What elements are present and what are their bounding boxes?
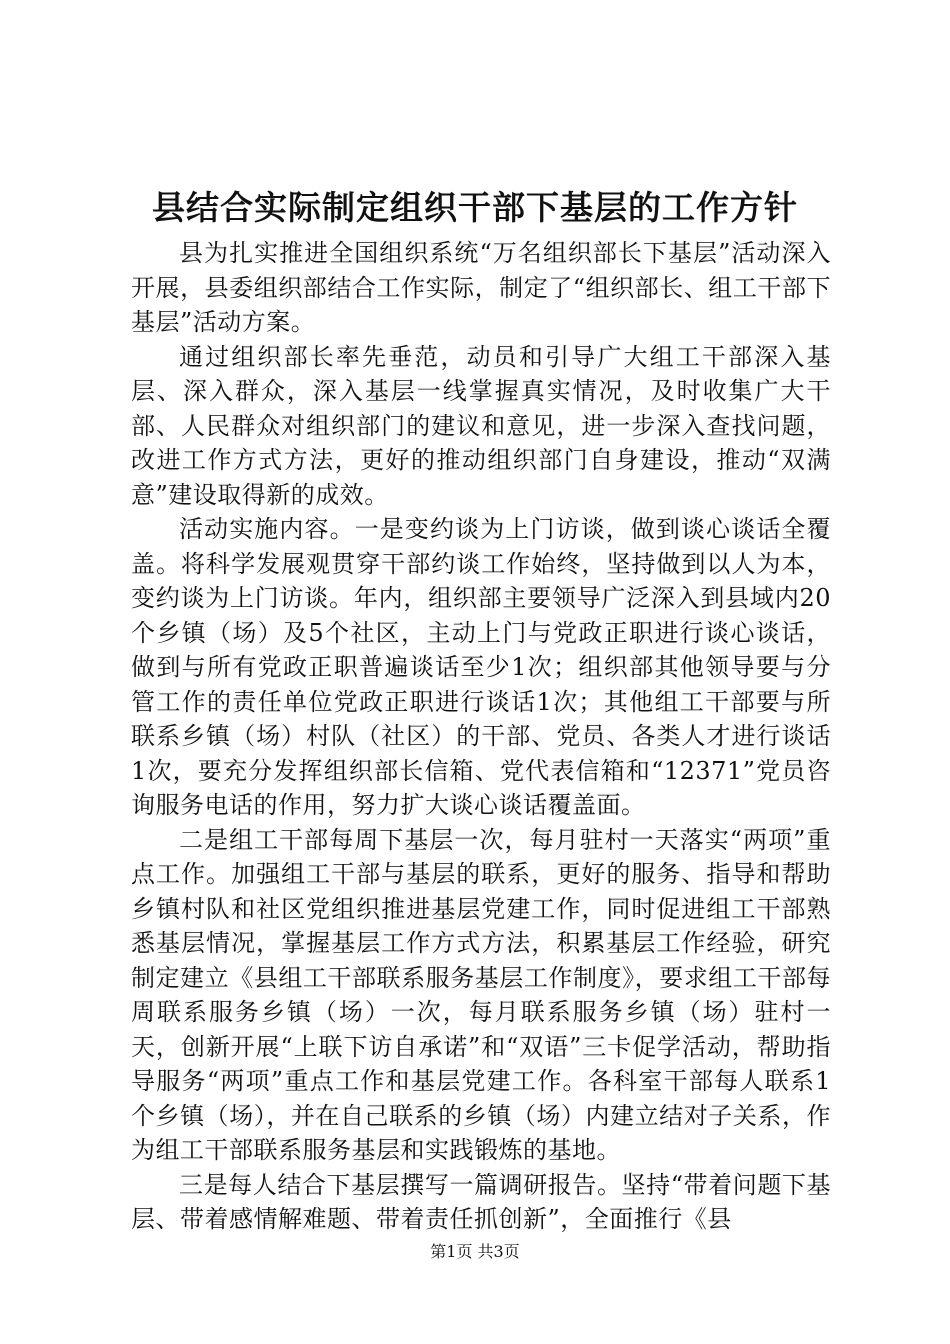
paragraph-purpose: 通过组织部长率先垂范，动员和引导广大组工干部深入基层、深入群众，深入基层一线掌握真实情况，及时收集广大干部、人民群众对组织部门的建议和意见，进一步深入查找问题，改进工作方式方法，更好的推动组织部门自身建设，推动“双满意”建设取得新的成效。	[131, 342, 831, 509]
paragraph-intro: 县为扎实推进全国组织系统“万名组织部长下基层”活动深入开展，县委组织部结合工作实际，制定了“组织部长、组工干部下基层”活动方案。	[131, 239, 831, 336]
document-title: 县结合实际制定组织干部下基层的工作方针	[152, 188, 798, 227]
paragraph-content-two: 二是组工干部每周下基层一次，每月驻村一天落实“两项”重点工作。加强组工干部与基层的联系，更好的服务、指导和帮助乡镇村队和社区党组织推进基层党建工作，同时促进组工干部熟悉基层情况，掌握基层工作方式方法，积累基层工作经验，研究制定建立《县组工干部联系服务基层工作制度》，要求组工干部每周联系服务乡镇（场）一次，每月联系服务乡镇（场）驻村一天，创新开展“上联下访自承诺”和“双语”三卡促学活动，帮助指导服务“两项”重点工作和基层党建工作。各科室干部每人联系1个乡镇（场），并在自己联系的乡镇（场）内建立结对子关系，作为组工干部联系服务基层和实践锻炼的基地。	[131, 825, 831, 1164]
document-body	[131, 236, 831, 1237]
paragraph-content-one: 活动实施内容。一是变约谈为上门访谈，做到谈心谈话全覆盖。将科学发展观贯穿干部约谈工作始终，坚持做到以人为本，变约谈为上门访谈。年内，组织部主要领导广泛深入到县域内20个乡镇（场）及5个社区，主动上门与党政正职进行谈心谈话，做到与所有党政正职普遍谈话至少1次；组织部其他领导要与分管工作的责任单位党政正职进行谈话1次；其他组工干部要与所联系乡镇（场）村队（社区）的干部、党员、各类人才进行谈话1次，要充分发挥组织部长信箱、党代表信箱和“12371”党员咨询服务电话的作用，努力扩大谈心谈话覆盖面。	[131, 515, 831, 819]
paragraph-content-three: 三是每人结合下基层撰写一篇调研报告。坚持“带着问题下基层、带着感情解难题、带着责任抓创新”，全面推行《县	[131, 1170, 831, 1233]
page-number-footer: 第1页 共3页	[430, 1242, 520, 1261]
